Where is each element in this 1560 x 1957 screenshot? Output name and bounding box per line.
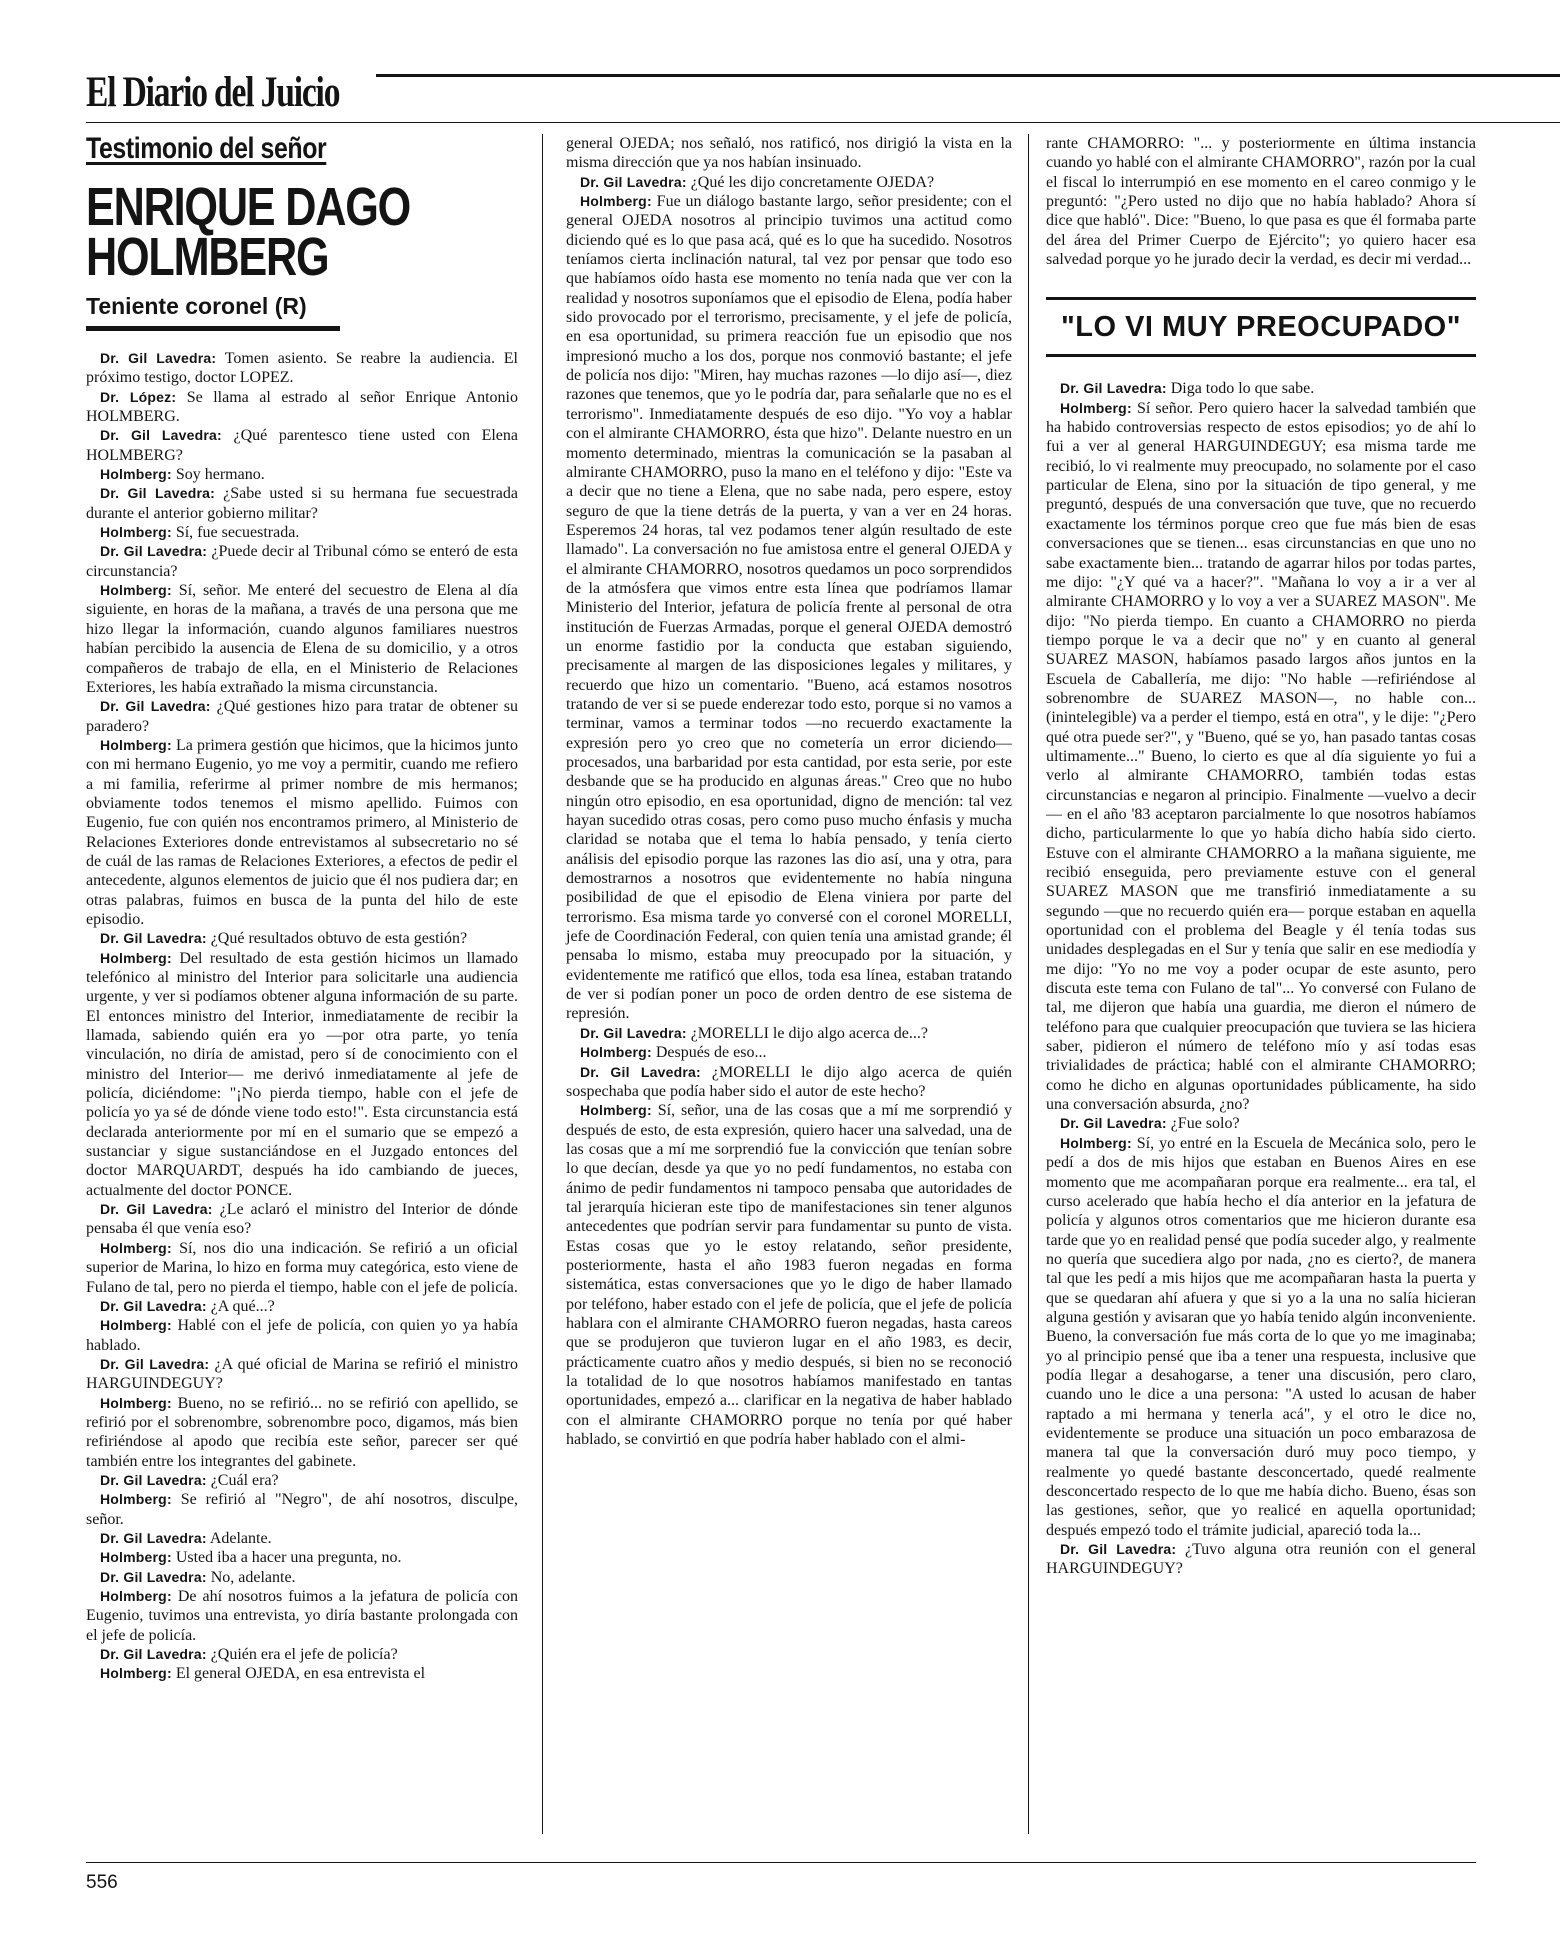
testimony-paragraph [86, 1200, 518, 1239]
testimony-paragraph [86, 542, 518, 581]
speaker-label: Dr. Gil Lavedra: [100, 930, 207, 947]
speaker-label: Dr. Gil Lavedra: [580, 1063, 701, 1080]
testimony-paragraph [86, 736, 518, 929]
column-divider [542, 134, 543, 1834]
article-subtitle: Teniente coronel (R) [86, 293, 307, 319]
paragraph-text: ¿A qué oficial de Marina se refirió el ministro HARGUINDEGUY? [86, 1355, 519, 1393]
speaker-label: Holmberg: [580, 193, 652, 210]
testimony-paragraph [86, 523, 518, 542]
speaker-label: Holmberg: [100, 1665, 172, 1682]
paragraph-text: Bueno, no se refirió... no se refirió con apellido, se refirió por el sobrenombre, sobrenombre poco, digamos, más bien refiriéndose al apodo que recibía este señor, parecer ser qué también entre los integrantes del gabinete. [86, 1394, 519, 1470]
paragraph-text: De ahí nosotros fuimos a la jefatura de policía con Eugenio, tuvimos una entrevista, yo diría bastante prolongada con el jefe de policía. [86, 1588, 519, 1644]
subtitle-rule [86, 326, 340, 331]
paragraph-text: ¿Qué les dijo concretamente OJEDA? [690, 173, 935, 191]
article-headline-line1: ENRIQUE DAGO [86, 177, 411, 237]
speaker-label: Holmberg: [100, 1549, 172, 1566]
testimony-paragraph [566, 1063, 1012, 1102]
testimony-paragraph [1046, 379, 1476, 398]
column-3-top-body [1046, 134, 1476, 269]
paragraph-text: Sí, señor, una de las cosas que a mí me sorprendió y después de esto, de esta expresión, quiero hacer una salvedad, una de las cosas que a mí me sorprendió fue la convicción que tenían sobre lo que decían, desde ya que yo no pedí fundamentos, no estaba con ánimo de pedir fundamentos ni tampoco pensaba que autoridades de tal jerarquía hicieran este tipo de manifestaciones sin tener algunos antecedentes que podrían servir para fundamentar su punto de vista. Estas cosas que yo le estoy relatando, señor presidente, posteriormente, hasta el año 1983 fueron negadas en forma sistemática, estas conversaciones que yo le digo de haber llamado por teléfono, haber estado con el jefe de policía, que el jefe de policía hablara con el almirante CHAMORRO fueron negadas, hasta careos que se produjeron que tuvieron lugar en el año 1983, es decir, prácticamente cuatro años y medio después, si bien no se reconoció la totalidad de lo que nosotros habíamos manifestado en tantas oportunidades, empezó a... clarificar en la negativa de haber hablado con el almirante CHAMORRO porque no tenía por qué haber hablado, se convirtió en que podría haber hablado con el almi- [566, 1102, 1013, 1449]
speaker-label: Dr. Gil Lavedra: [580, 1024, 687, 1041]
testimony-paragraph [86, 484, 518, 523]
paragraph-text: Sí, fue secuestrada. [175, 524, 300, 542]
testimony-paragraph [86, 1297, 518, 1316]
paragraph-text: ¿MORELLI le dijo algo acerca de quién sospechaba que podía haber sido el autor de este hecho? [566, 1063, 1013, 1100]
paragraph-text: rante CHAMORRO: "... y posteriormente en última instancia cuando yo hablé con el almirante CHAMORRO", razón por la cual el fiscal lo interrumpió en ese momento en el careo conmigo y le preguntó: "¿Pero usted no dijo que no había hablado? Ahora sí dice que habló". Dice: "Bueno, lo que pasa es que él formaba parte del área del Primer Cuerpo de Ejército"; yo quiero hacer esa salvedad porque yo he jurado decir la verdad, es decir mi verdad... [1046, 135, 1476, 269]
speaker-label: Holmberg: [100, 1239, 172, 1256]
masthead-rule [376, 74, 1560, 77]
paragraph-text: ¿Quién era el jefe de policía? [210, 1646, 398, 1664]
column-2-body [566, 134, 1012, 1449]
section-title: "LO VI MUY PREOCUPADO" [1061, 310, 1461, 343]
testimony-paragraph [566, 134, 1012, 173]
speaker-label: Holmberg: [1060, 399, 1132, 416]
speaker-label: Holmberg: [580, 1102, 652, 1119]
testimony-paragraph [86, 1645, 518, 1664]
paragraph-text: Después de eso... [655, 1044, 767, 1062]
masthead-title: El Diario del Juicio [86, 69, 340, 116]
speaker-label: Dr. Gil Lavedra: [100, 485, 215, 502]
column-1 [86, 132, 518, 1684]
column-2 [566, 134, 1012, 1449]
paragraph-text: Se llama al estrado al señor Enrique Antonio HOLMBERG. [86, 388, 519, 426]
speaker-label: Dr. Gil Lavedra: [100, 1568, 207, 1585]
speaker-label: Holmberg: [100, 582, 172, 599]
paragraph-text: Soy hermano. [175, 466, 265, 484]
speaker-label: Holmberg: [100, 466, 172, 483]
testimony-paragraph [86, 1568, 518, 1587]
speaker-label: Holmberg: [100, 1317, 172, 1334]
testimony-paragraph [86, 1529, 518, 1548]
paragraph-text: ¿Le aclaró el ministro del Interior de dónde pensaba él que venía eso? [86, 1201, 519, 1238]
testimony-paragraph [86, 388, 518, 427]
speaker-label: Holmberg: [1060, 1134, 1132, 1151]
speaker-label: Dr. Gil Lavedra: [580, 173, 687, 190]
speaker-label: Dr. Gil Lavedra: [1060, 1115, 1167, 1132]
speaker-label: Holmberg: [100, 524, 172, 541]
speaker-label: Dr. Gil Lavedra: [100, 1529, 207, 1546]
speaker-label: Holmberg: [580, 1044, 652, 1061]
speaker-label: Dr. Gil Lavedra: [100, 1297, 207, 1314]
column-1-body [86, 349, 518, 1684]
speaker-label: Dr. Gil Lavedra: [100, 427, 222, 444]
paragraph-text: general OJEDA; nos señaló, nos ratificó, nos dirigió la vista en la misma dirección que ya nos habían insinuado. [566, 135, 1012, 172]
paragraph-text: ¿MORELLI le dijo algo acerca de...? [690, 1024, 928, 1042]
testimony-paragraph [86, 1239, 518, 1297]
testimony-paragraph [86, 1548, 518, 1567]
testimony-paragraph [86, 1394, 518, 1471]
paragraph-text: ¿Puede decir al Tribunal cómo se enteró de esta circunstancia? [86, 543, 519, 580]
article-kicker: Testimonio del señor [86, 132, 327, 165]
speaker-label: Dr. Gil Lavedra: [100, 1471, 207, 1488]
column-3 [1046, 134, 1476, 1579]
paragraph-text: ¿Qué parentesco tiene usted con Elena HOLMBERG? [86, 427, 518, 464]
testimony-paragraph [86, 1490, 518, 1529]
paragraph-text: Sí, señor. Me enteré del secuestro de Elena al día siguiente, en horas de la mañana, a través de una persona que me hizo llegar la información, cuando algunos familiares nuestros habían percibido la ausencia de Elena de su domicilio, y a otros compañeros de trabajo de ella, en el Ministerio de Relaciones Exteriores, les había extrañado la misma circunstancia. [86, 582, 519, 696]
paragraph-text: Sí, yo entré en la Escuela de Mecánica solo, pero le pedí a dos de mis hijos que estaban en Buenos Aires en ese momento que me acompañaran porque era realmente... era tal, el curso acelerado que había hecho el día anterior en la jefatura de policía y algunos otros comentarios que me hicieron durante esa tarde que yo en realidad pensé que podía suceder algo, y realmente no quería que sucediera algo por nada, ¿no es cierto?, de manera tal que les pedí a mis hijos que me acompañaran hasta la puerta y que se quedaran ahí afuera y que si yo a la una no salía hicieran alguna gestión y avisaran que yo había tenido algún inconveniente. Bueno, la conversación fue más corta de lo que yo me imaginaba; yo al principio pensé que iba a tener una respuesta, inclusive que podía llegar a desahogarse, a tener una discusión, pero claro, cuando uno le dice a una persona: "A usted lo acusan de haber raptado a mi hermana y tenerla acá", y el otro le dice no, evidentemente se produce una situación un poco embarazosa de manera tal que la conversación duró muy poco tiempo, y realmente yo quedé bastante desconcertado, quedé realmente desconcertado respecto de lo que me había dicho. Bueno, ésas son las gestiones, señor, que yo realicé en aquella oportunidad; después empezó todo el trámite judicial, apareció toda la... [1046, 1134, 1477, 1539]
testimony-paragraph [566, 192, 1012, 1024]
column-divider [1028, 134, 1029, 1834]
masthead-underline [86, 122, 1560, 123]
page-number: 556 [86, 1872, 118, 1893]
masthead [86, 64, 1560, 122]
speaker-label: Dr. Gil Lavedra: [100, 1355, 210, 1372]
testimony-paragraph [86, 1471, 518, 1490]
speaker-label: Dr. López: [100, 388, 177, 405]
paragraph-text: Tomen asiento. Se reabre la audiencia. El próximo testigo, doctor LOPEZ. [86, 350, 518, 387]
testimony-paragraph [86, 1664, 518, 1683]
testimony-paragraph [566, 1043, 1012, 1062]
speaker-label: Dr. Gil Lavedra: [100, 1201, 213, 1218]
speaker-label: Holmberg: [100, 1588, 172, 1604]
testimony-paragraph [566, 1101, 1012, 1449]
paragraph-text: Fue un diálogo bastante largo, señor presidente; con el general OJEDA nosotros al principio tuvimos una actitud como diciendo qué es lo que pasa acá, qué es lo que ha sucedido. Nosotros teníamos cierta inclinación natural, tal vez por pensar que todo eso que habíamos oído hasta ese momento no tenía nada que ver con la realidad y nosotros suponíamos que el episodio de Elena, podía haber sido provocado por el terrorismo, precisamente, y el jefe de policía, en esa oportunidad, su primera reacción fue un episodio que nos impresionó mucho a los dos, porque nos conmovió bastante; el jefe de policía nos dijo: "Miren, hay muchas razones —lo dijo así—, diez razones que tenemos, que yo le podría dar, para señalarle que no es el terrorismo". Inmediatamente después de eso dijo. "Yo voy a hablar con el almirante CHAMORRO, ésta que hizo". Delante nuestro en un momento determinado, mientras la comunicación se la pasaban al almirante CHAMORRO, puso la mano en el teléfono y dijo: "Este va a decir que no tiene a Elena, que no sabe nada, pero espere, estoy seguro de que la tiene detrás de la puerta, y van a ver en 24 horas. Esperemos 24 horas, tal vez podamos tener algún resultado de este llamado". La conversación no fue amistosa entre el general OJEDA y el almirante CHAMORRO, nosotros quedamos un poco sorprendidos de la atmósfera que vimos entre esta línea que podríamos llamar Ministerio del Interior, jefatura de policía frente al personal de otra institución de Fuerzas Armadas, porque el general OJEDA demostró un enorme fastidio por la conducta que estaban siguiendo, precisamente al margen de las disposiciones legales y militares, y recuerdo que hizo un comentario. "Bueno, acá estamos nosotros tratando de ver si se puede enderezar todo esto, porque si no vamos a terminar, vamos a terminar todos —no recuerdo exactamente la expresión pero yo creo que no cometería un error diciendo— procesados, una barbaridad por esta cantidad, por esta serie, por este desbande que se ha producido en algunas áreas." Creo que no hubo ningún otro episodio, en esa oportunidad, digno de mención: tal vez hayan sucedido otras cosas, pero como puso mucho énfasis y mucha claridad se notaba que el tema lo había pensado, y tenía cierto análisis del episodio porque las razones las dio así, una y otra, para demostrarnos a nosotros que evidentemente no había ninguna posibilidad de que el episodio de Elena viniera por parte del terrorismo. Esa misma tarde yo conversé con el coronel MORELLI, jefe de Coordinación Federal, con quien tenía una amistad grande; él pensaba lo mismo, estaba muy preocupado por la situación, y evidentemente me ratificó que ellos, toda esa línea, estaban tratando de ver si podían poner un poco de orden dentro de ese sistema de represión. [566, 193, 1013, 1023]
paragraph-text: La primera gestión que hicimos, que la hicimos junto con mi hermano Eugenio, yo me voy a permitir, cuando me refiero a mi familia, referirme al primer nombre de mis hermanos; obviamente todos tenemos el mismo apellido. Fuimos con Eugenio, fue con quién nos encontramos primero, al Ministerio de Relaciones Exteriores donde entrevistamos al subsecretario no sé de cuál de las ramas de Relaciones Exteriores, a efectos de pedir el antecedente, algunos elementos de juicio que él nos pudiera dar; en otras palabras, fuimos en busca de la punta del hilo de este episodio. [86, 736, 519, 928]
paragraph-text: El general OJEDA, en esa entrevista el [175, 1665, 426, 1683]
footer-rule [86, 1862, 1476, 1863]
paragraph-text: ¿A qué...? [210, 1297, 275, 1315]
paragraph-text: Adelante. [209, 1529, 272, 1547]
testimony-paragraph [86, 697, 518, 736]
paragraph-text: No, adelante. [210, 1568, 296, 1586]
testimony-paragraph [86, 1316, 518, 1355]
paragraph-text: ¿Tuvo alguna otra reunión con el general HARGUINDEGUY? [1046, 1541, 1477, 1578]
testimony-paragraph [86, 929, 518, 948]
speaker-label: Dr. Gil Lavedra: [100, 350, 217, 366]
speaker-label: Holmberg: [100, 736, 172, 753]
paragraph-text: ¿Cuál era? [210, 1471, 279, 1489]
paragraph-text: ¿Qué gestiones hizo para tratar de obtener su paradero? [86, 698, 519, 735]
testimony-paragraph [86, 581, 518, 697]
paragraph-text: Diga todo lo que sabe. [1170, 380, 1315, 398]
speaker-label: Dr. Gil Lavedra: [1060, 1541, 1177, 1558]
speaker-label: Dr. Gil Lavedra: [1060, 380, 1167, 397]
speaker-label: Dr. Gil Lavedra: [100, 543, 208, 560]
testimony-paragraph [86, 1587, 518, 1645]
article-headline-line2: HOLMBERG [86, 227, 329, 287]
paragraph-text: Hablé con el jefe de policía, con quien yo ya había hablado. [86, 1317, 518, 1354]
paragraph-text: Sí, nos dio una indicación. Se refirió a un oficial superior de Marina, lo hizo en forma muy categórica, esto viene de Fulano de tal, pero no pierda el tiempo, hable con el jefe de policía. [86, 1239, 519, 1296]
paragraph-text: ¿Qué resultados obtuvo de esta gestión? [210, 930, 468, 948]
testimony-paragraph [86, 349, 518, 388]
testimony-paragraph [566, 173, 1012, 192]
testimony-paragraph [566, 1024, 1012, 1043]
testimony-paragraph [86, 465, 518, 484]
section-header-box [1046, 297, 1476, 357]
testimony-paragraph [86, 1355, 518, 1394]
speaker-label: Holmberg: [100, 1491, 172, 1508]
column-3-bottom-body [1046, 379, 1476, 1578]
testimony-paragraph [86, 949, 518, 1200]
paragraph-text: Del resultado de esta gestión hicimos un llamado telefónico al ministro del Interior para solicitarle una audiencia urgente, y ver si podíamos obtener alguna información de su parte. El entonces ministro del Interior, inmediatamente de recibir la llamada, sabiendo quién era yo —por otra parte, yo tenía vinculación, no diría de amistad, pero sí de conocimiento con el ministro del Interior— me derivó inmediatamente al jefe de policía, diciéndome: "¡No pierda tiempo, hable con el jefe de policía yo ya sé de dónde viene todo esto!". Esta circunstancia está declarada anteriormente por mí en el sumario que se empezó a sustanciar y sigue sustanciándose en el Juzgado entonces del doctor MARQUARDT, después ha ido cambiando de jueces, actualmente del doctor PONCE. [86, 949, 519, 1199]
testimony-paragraph [1046, 399, 1476, 1115]
testimony-paragraph [1046, 1114, 1476, 1133]
testimony-paragraph [1046, 1134, 1476, 1540]
paragraph-text: Se refirió al "Negro", de ahí nosotros, disculpe, señor. [86, 1491, 519, 1528]
testimony-paragraph [1046, 1540, 1476, 1579]
paragraph-text: ¿Sabe usted si su hermana fue secuestrada durante el anterior gobierno militar? [86, 485, 519, 522]
paragraph-text: ¿Fue solo? [1170, 1115, 1240, 1133]
testimony-paragraph [86, 426, 518, 465]
speaker-label: Holmberg: [100, 1394, 172, 1411]
speaker-label: Dr. Gil Lavedra: [100, 698, 211, 715]
paragraph-text: Usted iba a hacer una pregunta, no. [175, 1549, 402, 1567]
speaker-label: Holmberg: [100, 949, 172, 966]
paragraph-text: Sí señor. Pero quiero hacer la salvedad también que ha habido controversias respecto de estos episodios; yo de ahí lo fui a ver al general HARGUINDEGUY; esa misma tarde me recibió, lo vi realmente muy preocupado, no solamente por el caso particular de Elena, sino por la situación de tipo general, y me preguntó, después de una conversación que tuve, que no recuerdo exactamente los términos porque creo que fue más bien de esas conversaciones que se tienen... esas circunstancias en que uno no sabe exactamente bien... tratando de agarrar hilos por todas partes, me dijo: "¿Y qué va a hacer?". "Mañana lo voy a ir a ver al almirante CHAMORRO y lo voy a ver a SUAREZ MASON". Me dijo: "No pierda tiempo. En cuanto a CHAMORRO no pierda tiempo porque le va a decir que no" y en cuanto al general SUAREZ MASON, habíamos pasado largos años juntos en la Escuela de Caballería, me dijo: "No hable —refiriéndose al sobrenombre de SUAREZ MASON—, no hable con... (inintelegible) va a perder el tiempo, está en otra", y le dije: "¿Pero qué otra puede ser?", y "Bueno, qué se yo, han pasado tantas cosas ultimamente..." Bueno, lo cierto es que al día siguiente yo fui a verlo al almirante CHAMORRO, también todas estas circunstancias e negaron al principio. Finalmente —vuelvo a decir— en el año '83 aceptaron parcialmente lo que nosotros habíamos dicho, particularmente lo que yo había dicho había sido cierto. Estuve con el almirante CHAMORRO a la mañana siguiente, me recibió enseguida, pero previamente estuve con el general SUAREZ MASON que me transfirió inmediatamente a su segundo —que no recuerdo quién era— porque estaban en aquella oportunidad con el problema del Beagle y él tenía todas sus unidades desplegadas en el Sur y tenía que salir en ese mediodía y me dijo: "Yo no me voy a poder ocupar de este asunto, pero discuta este tema con Fulano de tal"... Yo conversé con Fulano de tal, me dijeron que había una guardia, me dieron el número de teléfono para que cualquier preocupación que tuviera se las hiciera saber, pidieron el número de teléfono mío y así todas esas trivialidades de práctica; hablé con el almirante CHAMORRO; como he dicho en algunas oportunidades públicamente, ha sido una conversación absurda, ¿no? [1046, 399, 1476, 1114]
speaker-label: Dr. Gil Lavedra: [100, 1646, 207, 1663]
testimony-paragraph [1046, 134, 1476, 269]
